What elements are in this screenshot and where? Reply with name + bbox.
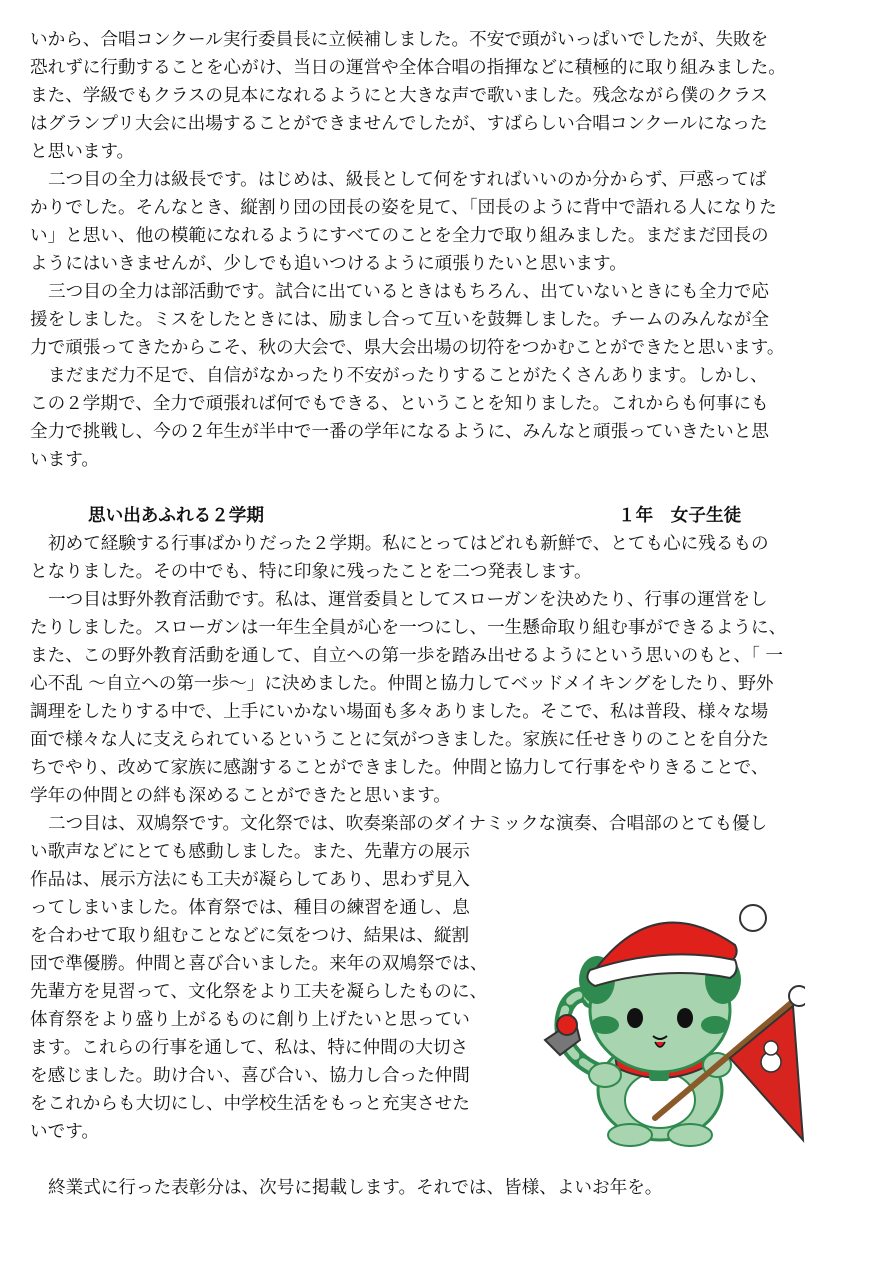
paragraph-line: この２学期で、全力で頑張れば何でもできる、ということを知りました。これからも何事にも (30, 394, 769, 414)
paragraph-line: また、学級でもクラスの見本になれるようにと大きな声で歌いました。残念ながら僕のクラス (30, 86, 768, 106)
paragraph-line: 面で様々な人に支えられているということに気がつきました。家族に任せきりのことを自分た (30, 730, 769, 750)
paragraph-line: を感じました。助け合い、喜び合い、協力し合った仲間 (30, 1066, 470, 1086)
paragraph-line: 初めて経験する行事ばかりだった２学期。私にとってはどれも新鮮で、とても心に残るもの (48, 534, 769, 554)
paragraph-line: また、この野外教育活動を通して、自立への第一歩を踏み出せるようにという思いのもと、「 一 (30, 646, 783, 666)
paragraph-line: 力で頑張ってきたからこそ、秋の大会で、県大会出場の切符をつかむことができたと思います。 (30, 338, 785, 358)
paragraph-line: 先輩方を見習って、文化祭をより工夫を凝らしたものに、 (30, 982, 488, 1002)
paragraph-line: 学年の仲間との絆も深めることができたと思います。 (30, 786, 451, 806)
paragraph-line: ます。これらの行事を通して、私は、特に仲間の大切さ (30, 1038, 469, 1058)
essay2-body (30, 530, 848, 838)
mascot-illustration (535, 890, 805, 1150)
paragraph-line: 二つ目は、双鳩祭です。文化祭では、吹奏楽部のダイナミックな演奏、合唱部のとても優し (48, 814, 768, 834)
paragraph-line: ってしまいました。体育祭では、種目の練習を通し、息 (30, 898, 470, 918)
paragraph-line: となりました。その中でも、特に印象に残ったことを二つ発表します。 (30, 562, 592, 582)
section-gap (30, 474, 848, 502)
paragraph-line: い歌声などにとても感動しました。また、先輩方の展示 (30, 842, 470, 862)
paragraph-line: いです。 (30, 1122, 99, 1142)
paragraph-line: い」と思い、他の模範になれるようにすべてのことを全力で取り組みました。まだまだ団長の (30, 226, 769, 246)
essay2-heading (30, 502, 848, 530)
paragraph-line: 作品は、展示方法にも工夫が凝らしてあり、思わず見入 (30, 870, 470, 890)
paragraph-line: います。 (30, 450, 99, 470)
paragraph-line: ちでやり、改めて家族に感謝することができました。仲間と協力して行事をやりきることで、 (30, 758, 769, 778)
paragraph-line: いから、合唱コンクール実行委員長に立候補しました。不安で頭がいっぱいでしたが、失敗を (30, 30, 769, 50)
paragraph-line: 一つ目は野外教育活動です。私は、運営委員としてスローガンを決めたり、行事の運営をし (48, 590, 768, 610)
essay1-continuation (30, 26, 848, 474)
paragraph-line: かりでした。そんなとき、縦割り団の団長の姿を見て、「団長のように背中で語れる人になりた (30, 198, 777, 218)
paragraph-line: 全力で挑戦し、今の２年生が半中で一番の学年になるように、みんなと頑張っていきたいと思 (30, 422, 769, 442)
paragraph-line: をこれからも大切にし、中学校生活をもっと充実させた (30, 1094, 470, 1114)
paragraph-line: ようにはいきませんが、少しでも追いつけるように頑張りたいと思います。 (30, 254, 627, 274)
paragraph-line: と思います。 (30, 142, 135, 162)
essay2-author: １年 女子生徒 (618, 506, 742, 526)
paragraph-line: 三つ目の全力は部活動です。試合に出ているときはもちろん、出ていないときにも全力で応 (48, 282, 769, 302)
paragraph-line: を合わせて取り組むことなどに気をつけ、結果は、縦割 (30, 926, 470, 946)
paragraph-line: 心不乱 〜自立への第一歩〜」に決めました。仲間と協力してベッドメイキングをしたり、野外 (30, 674, 774, 694)
paragraph-line: たりしました。スローガンは一年生全員が心を一つにし、一生懸命取り組む事ができるように、 (30, 618, 787, 638)
paragraph-line: 援をしました。ミスをしたときには、励まし合って互いを鼓舞しました。チームのみんなが全 (30, 310, 769, 330)
paragraph-line: 恐れずに行動することを心がけ、当日の運営や全体合唱の指揮などに積極的に取り組みました。 (30, 58, 786, 78)
closing-message: 終業式に行った表彰分は、次号に掲載します。それでは、皆様、よいお年を。 (48, 1178, 663, 1198)
paragraph-line: まだまだ力不足で、自信がなかったり不安がったりすることがたくさんあります。しかし、 (48, 366, 768, 386)
paragraph-line: 二つ目の全力は級長です。はじめは、級長として何をすればいいのか分からず、戸惑ってば (48, 170, 767, 190)
essay2-wrapped-text (30, 838, 530, 1146)
paragraph-line: 調理をしたりする中で、上手にいかない場面も多々ありました。そこで、私は普段、様々な場 (30, 702, 769, 722)
paragraph-line: 体育祭をより盛り上がるものに創り上げたいと思ってい (30, 1010, 470, 1030)
essay2-title: 思い出あふれる２学期 (88, 506, 264, 526)
paragraph-line: 団で準優勝。仲間と喜び合いました。来年の双鳩祭では、 (30, 954, 488, 974)
paragraph-line: はグランプリ大会に出場することができませんでしたが、すばらしい合唱コンクールになった (30, 114, 768, 134)
